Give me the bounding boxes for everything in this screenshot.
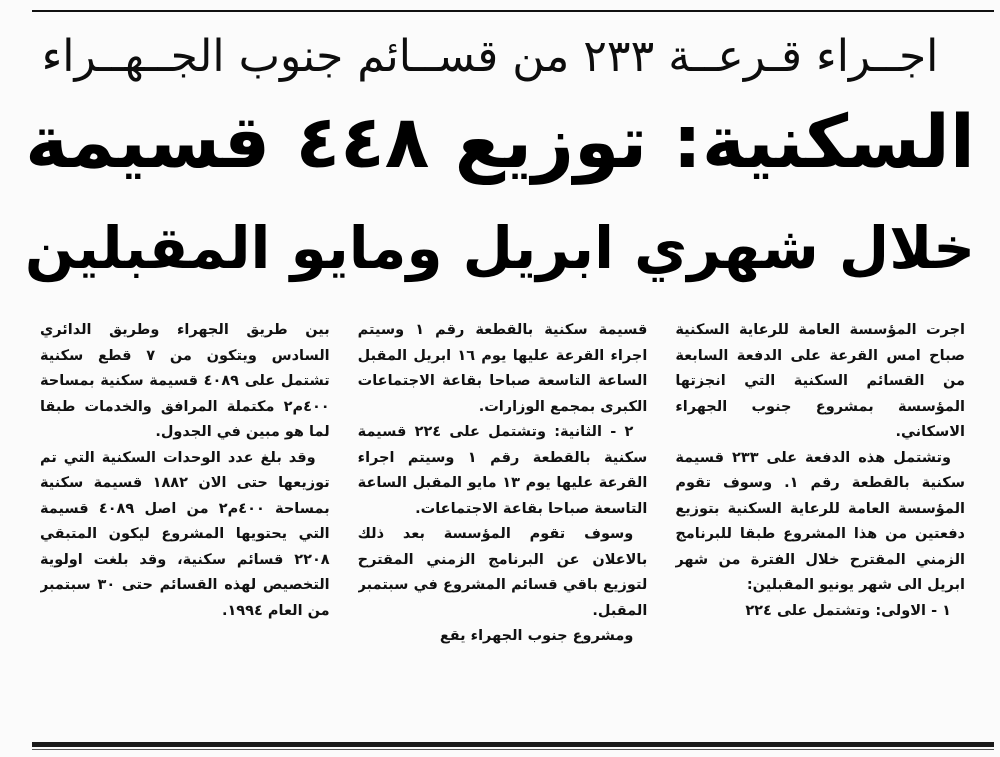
article-body	[40, 318, 965, 730]
article-kicker: اجــراء قـرعــة ٢٣٣ من قســائم جنوب الجــهــراء	[41, 31, 939, 82]
top-rule	[32, 10, 994, 12]
column-3	[40, 318, 330, 730]
column-2	[358, 318, 648, 730]
paragraph: قسيمة سكنية بالقطعة رقم ١ وسيتم اجراء القرعة عليها يوم ١٦ ابريل المقبل الساعة التاسعة صباحا بقاعة الاجتماعات الكبرى بمجمع الوزارات.	[357, 322, 648, 415]
paragraph: وقد بلغ عدد الوحدات السكنية التي تم توزيعها حتى الان ١٨٨٢ قسيمة سكنية بمساحة ٤٠٠م٢ من اصل ٤٠٨٩ قسيمة التي يحتويها المشروع ليكون المتبقي ٢٢٠٨ قسائم سكنية، وقد بلغت اولوية التخصيص لهذه القسائم حتى ٣٠ سبتمبر من العام ١٩٩٤.	[39, 449, 330, 619]
bottom-rule-thin	[32, 749, 994, 750]
paragraph: بين طريق الجهراء وطريق الدائري السادس ويتكون من ٧ قطع سكنية تشتمل على ٤٠٨٩ قسيمة سكنية بمساحة ٤٠٠م٢ مكتملة المرافق والخدمات طبقا لما هو مبين في الجدول.	[39, 322, 330, 440]
column-1	[675, 318, 965, 730]
paragraph: ومشروع جنوب الجهراء يقع	[439, 628, 634, 644]
bottom-rule	[32, 742, 994, 747]
paragraph: ٢ - الثانية: وتشتمل على ٢٢٤ قسيمة سكنية بالقطعة رقم ١ وسيتم اجراء القرعة عليها يوم ١٣ مايو المقبل الساعة التاسعة صباحا بقاعة الاجتماعات.	[357, 424, 648, 517]
paragraph: وتشتمل هذه الدفعة على ٢٣٣ قسيمة سكنية بالقطعة رقم ١. وسوف تقوم المؤسسة العامة للرعاية السكنية بتوزيع دفعتين من هذا المشروع طبقا للبرنامج الزمني المقترح خلال الفترة من شهر ابريل الى شهر يونيو المقبلين:	[675, 449, 965, 593]
paragraph: اجرت المؤسسة العامة للرعاية السكنية صباح امس القرعة على الدفعة السابعة من القسائم السكنية التي انجزتها المؤسسة بمشروع جنوب الجهراء الاسكاني.	[675, 322, 965, 440]
headline-line-2: خلال شهري ابريل ومايو المقبلين	[24, 214, 976, 282]
paragraph: وسوف تقوم المؤسسة بعد ذلك بالاعلان عن البرنامج الزمني المقترح لتوزيع باقي قسائم المشروع في سبتمبر المقبل.	[357, 526, 648, 619]
paragraph: ١ - الاولى: وتشتمل على ٢٢٤	[745, 602, 951, 619]
headline-line-1: السكنية: توزيع ٤٤٨ قسيمة	[25, 100, 975, 185]
